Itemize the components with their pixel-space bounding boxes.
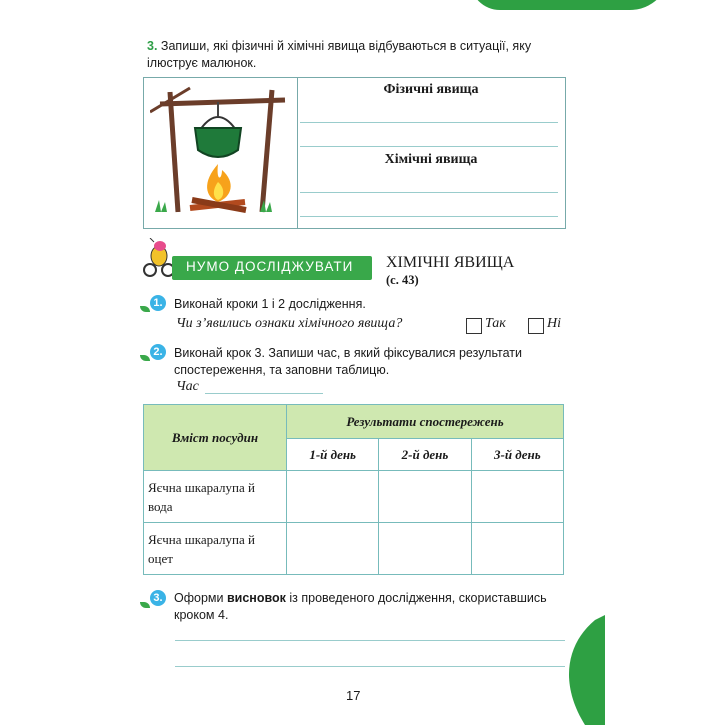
result-cell[interactable]: [379, 523, 471, 575]
row-label: Яєчна шкаралупа й вода: [144, 471, 287, 523]
answer-line[interactable]: [175, 640, 565, 641]
answer-line[interactable]: [175, 666, 565, 667]
step3-text-bold: висновок: [226, 591, 286, 605]
answer-line[interactable]: [300, 146, 558, 147]
top-decoration: [470, 0, 670, 10]
bee-mascot-icon: [140, 238, 176, 278]
no-checkbox[interactable]: [528, 318, 544, 334]
campfire-pot-illustration: [150, 82, 295, 222]
step3-text-before: Оформи: [174, 591, 227, 605]
result-cell[interactable]: [471, 523, 563, 575]
day-header: 3-й день: [471, 439, 563, 471]
task3-text: Запиши, які фізичні й хімічні явища відбуваються в ситуації, яку ілюструє малюнок.: [147, 39, 532, 70]
page-number: 17: [346, 688, 361, 703]
result-cell[interactable]: [379, 471, 471, 523]
page-reference: (с. 43): [386, 273, 419, 287]
leaf-icon: [140, 602, 150, 608]
chemical-phenomena-label: Хімічні явища: [384, 152, 478, 167]
results-header: Результати спостережень: [287, 405, 564, 439]
time-input-line[interactable]: [205, 393, 323, 394]
section-banner-text: НУМО ДОСЛІДЖУВАТИ: [186, 259, 354, 274]
corner-decoration: [555, 615, 605, 725]
no-label: Ні: [547, 316, 561, 331]
observation-table: [143, 404, 564, 575]
day-header: 2-й день: [379, 439, 471, 471]
contents-header: Вміст посудин: [144, 405, 287, 471]
leaf-icon: [140, 306, 150, 312]
task-number: 3.: [147, 39, 158, 53]
yes-checkbox[interactable]: [466, 318, 482, 334]
step3-text-after: із проведеного дослідження, скориставшись кроком 4.: [174, 591, 547, 622]
step1-text: Виконай кроки 1 і 2 дослідження.: [174, 297, 366, 311]
result-cell[interactable]: [287, 471, 379, 523]
task3-instruction: [147, 38, 567, 72]
yes-label: Так: [485, 316, 506, 331]
time-label: Час: [176, 379, 199, 394]
answer-line[interactable]: [300, 192, 558, 193]
answer-line[interactable]: [300, 122, 558, 123]
answer-line[interactable]: [300, 216, 558, 217]
step1-question: Чи з’явились ознаки хімічного явища?: [176, 316, 403, 331]
day-header: 1-й день: [287, 439, 379, 471]
section-title: ХІМІЧНІ ЯВИЩА: [386, 254, 515, 271]
row-label: Яєчна шкаралупа й оцет: [144, 523, 287, 575]
result-cell[interactable]: [287, 523, 379, 575]
leaf-icon: [140, 355, 150, 361]
step-number-badge: 1.: [150, 295, 166, 311]
result-cell[interactable]: [471, 471, 563, 523]
step2-text: Виконай крок 3. Запиши час, в який фіксувалися результати спостереження, та заповни таблицю.: [174, 346, 522, 377]
step-number-badge: 2.: [150, 344, 166, 360]
physical-phenomena-label: Фізичні явища: [383, 82, 479, 97]
step-number-badge: 3.: [150, 590, 166, 606]
step3-text: [174, 590, 566, 624]
section-banner: [172, 256, 372, 280]
